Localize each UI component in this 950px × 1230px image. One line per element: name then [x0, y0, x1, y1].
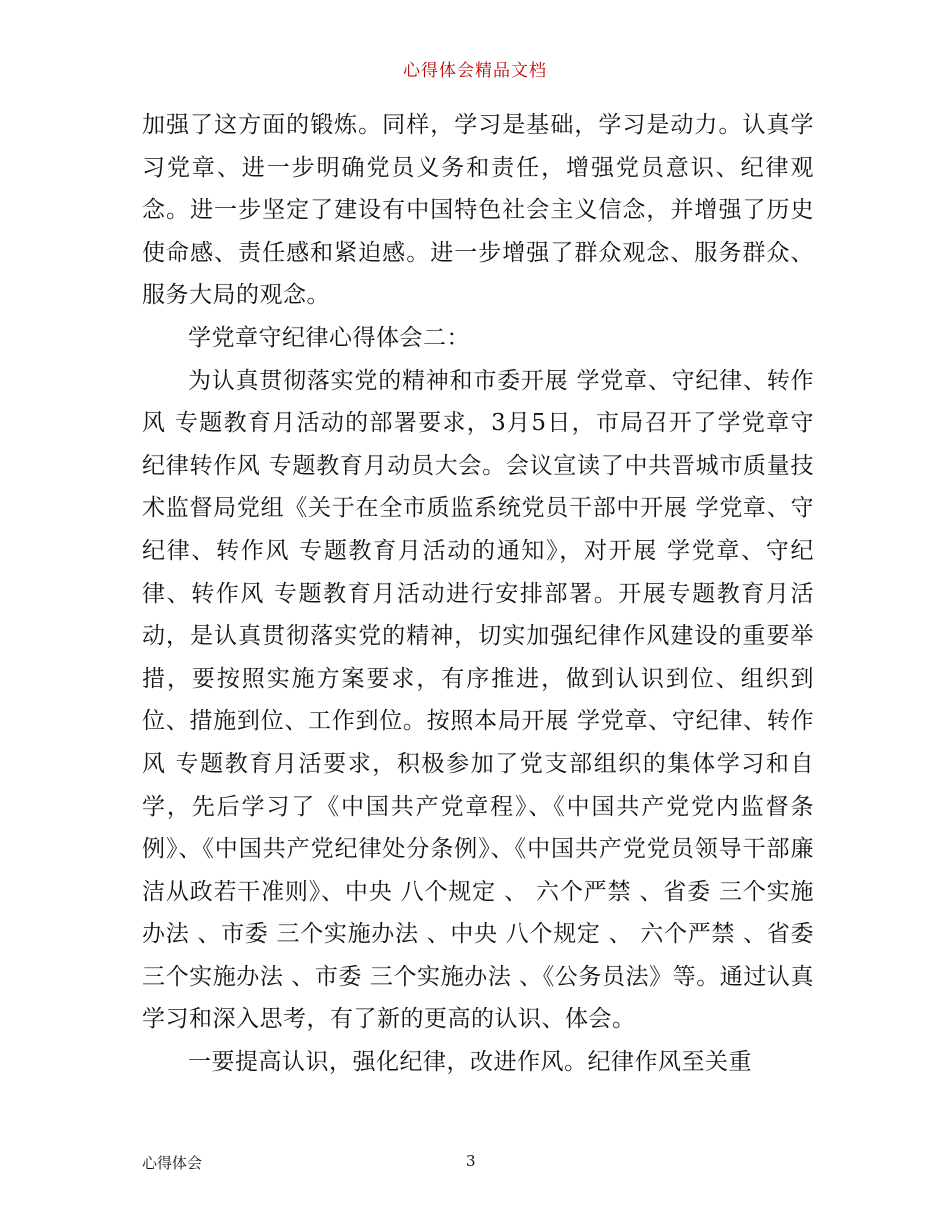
document-body [142, 104, 814, 1084]
paragraph: 一要提高认识，强化纪律，改进作风。纪律作风至关重 [188, 1049, 752, 1076]
paragraph: 加强了这方面的锻炼。同样，学习是基础，学习是动力。认真学习党章、进一步明确党员义务和责任，增强党员意识、纪律观念。进一步坚定了建设有中国特色社会主义信念，并增强了历史使命感、责任感和紧迫感。进一步增强了群众观念、服务群众、服务大局的观念。 [142, 112, 814, 309]
page-footer [142, 1152, 814, 1176]
page-header: 心得体会精品文档 [403, 61, 547, 81]
page-number: 3 [466, 1152, 476, 1170]
footer-label: 心得体会 [142, 1154, 203, 1172]
section-heading: 学党章守纪律心得体会二： [188, 324, 470, 351]
paragraph: 为认真贯彻落实党的精神和市委开展 学党章、守纪律、转作风 专题教育月活动的部署要求，3月5日，市局召开了学党章守纪律转作风 专题教育月动员大会。会议宣读了中共晋城市质量技术监督局党组《关于在全市质监系统党员干部中开展 学党章、守纪律、转作风 专题教育月活动的通知》，对开展 学党章、守纪律、转作风 专题教育月活动进行安排部署。开展专题教育月活动，是认真贯彻落实党的精神，切实加强纪律作风建设的重要举措，要按照实施方案要求，有序推进，做到认识到位、组织到位、措施到位、工作到位。按照本局开展 学党章、守纪律、转作风 专题教育月活要求，积极参加了党支部组织的集体学习和自学，先后学习了《中国共产党章程》、《中国共产党党内监督条例》、《中国共产党纪律处分条例》、《中国共产党党员领导干部廉洁从政若干准则》、中央 八个规定 、 六个严禁 、省委 三个实施办法 、市委 三个实施办法 、中央 八个规定 、 六个严禁 、省委 三个实施办法 、市委 三个实施办法 、《公务员法》等。通过认真学习和深入思考，有了新的更高的认识、体会。 [142, 367, 814, 1033]
